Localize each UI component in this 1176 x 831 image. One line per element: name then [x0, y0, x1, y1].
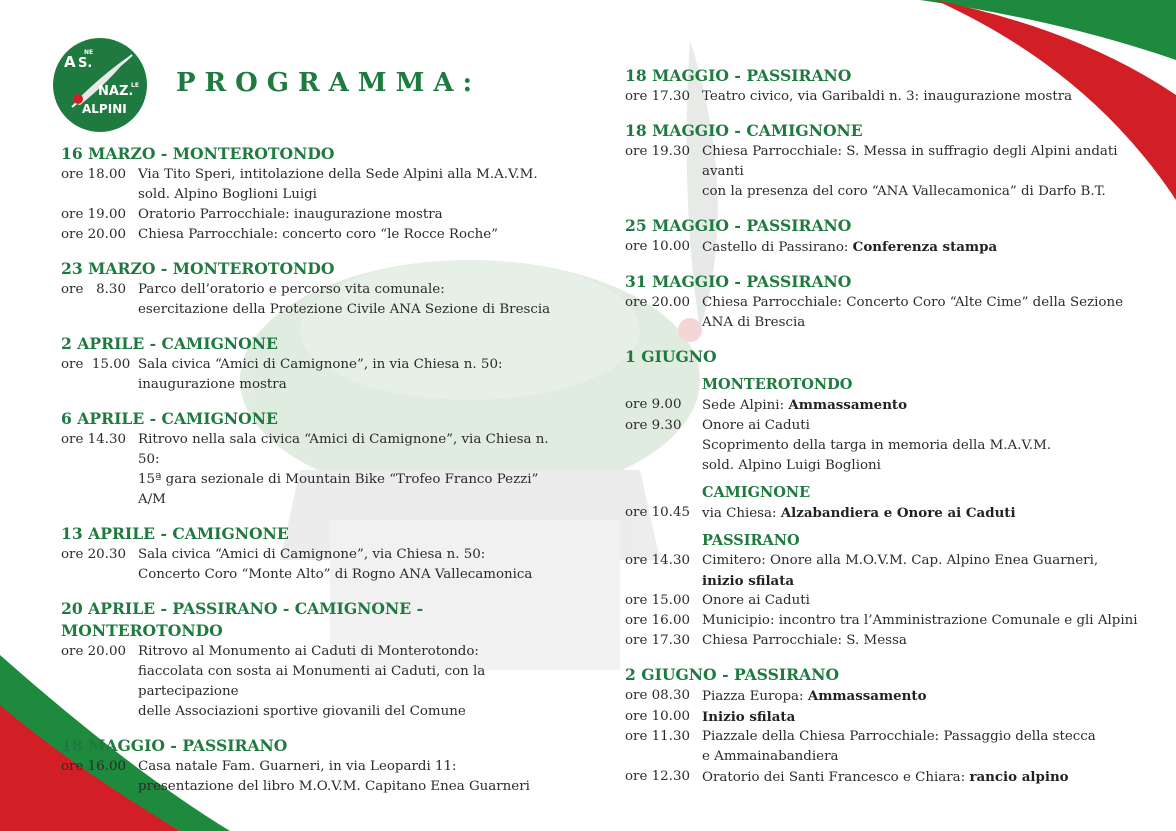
event-date-heading: 2 GIUGNO - PASSIRANO: [625, 665, 840, 684]
event-section: [61, 143, 561, 245]
event-description: Teatro civico, via Garibaldi n. 3: inaugurazione mostra: [702, 89, 1073, 104]
svg-text:NE: NE: [84, 49, 94, 56]
event-row: [61, 280, 561, 300]
event-time: ore 12.30: [625, 769, 690, 784]
event-section: [625, 65, 1145, 107]
event-time: ore 19.30: [625, 144, 690, 159]
event-section: [61, 333, 561, 395]
event-highlight: Conferenza stampa: [852, 239, 998, 255]
event-description: Scoprimento della targa in memoria della M.A.V.M.: [702, 438, 1052, 453]
event-row: [625, 551, 1145, 571]
event-row: [61, 430, 561, 470]
event-row: [625, 456, 1145, 476]
event-date-heading: 13 APRILE - CAMIGNONE: [61, 524, 289, 543]
event-date-heading: 20 APRILE - PASSIRANO - CAMIGNONE - MONTEROTONDO: [61, 599, 424, 640]
schedule-left-column: [61, 143, 561, 810]
event-description: Ritrovo nella sala civica “Amici di Camignone”, via Chiesa n. 50:: [138, 432, 549, 467]
event-time: ore 08.30: [625, 688, 690, 703]
event-description: e Ammainabandiera: [702, 749, 839, 764]
svg-text:ALPINI: ALPINI: [82, 102, 127, 116]
event-highlight: Ammassamento: [807, 688, 927, 704]
event-time: ore 20.30: [61, 547, 126, 562]
event-date-heading: 16 MARZO - MONTEROTONDO: [61, 144, 335, 163]
event-row: [625, 293, 1145, 313]
event-row: [625, 686, 1145, 707]
event-row: [625, 767, 1145, 788]
event-description: Casa natale Fam. Guarneri, in via Leopardi 11:: [138, 759, 457, 774]
svg-text:LE: LE: [131, 82, 139, 89]
event-date-heading: 1 GIUGNO: [625, 347, 717, 366]
event-row: [625, 395, 1145, 416]
event-row: [625, 727, 1145, 747]
event-highlight: Inizio sfilata: [702, 709, 796, 725]
event-row: [61, 185, 561, 205]
event-description: Chiesa Parrocchiale: S. Messa: [702, 633, 907, 648]
event-date-heading: 18 MAGGIO - PASSIRANO: [61, 736, 288, 755]
event-section: [61, 523, 561, 585]
event-row: [61, 642, 561, 662]
event-date-heading: 23 MARZO - MONTEROTONDO: [61, 259, 335, 278]
event-row: [61, 205, 561, 225]
event-description: delle Associazioni sportive giovanili del Comune: [138, 704, 466, 719]
event-description: Onore ai Caduti: [702, 418, 810, 433]
event-date-heading: 18 MAGGIO - PASSIRANO: [625, 66, 852, 85]
ana-logo: [52, 37, 148, 133]
event-time: ore 15.00: [625, 593, 690, 608]
event-description: sold. Alpino Boglioni Luigi: [138, 187, 317, 202]
event-section: [61, 598, 561, 722]
event-description: con la presenza del coro “ANA Vallecamonica” di Darfo B.T.: [702, 184, 1106, 199]
event-description: Parco dell’oratorio e percorso vita comunale:: [138, 282, 445, 297]
event-highlight: rancio alpino: [969, 769, 1069, 785]
event-row: [61, 165, 561, 185]
event-section: [625, 664, 1145, 788]
event-time: ore 9.00: [625, 397, 682, 412]
event-time: ore 19.00: [61, 207, 126, 222]
event-row: [61, 470, 561, 510]
event-description: Sala civica “Amici di Camignone”, in via Chiesa n. 50:: [138, 357, 503, 372]
event-description: Sede Alpini: Ammassamento: [702, 397, 908, 413]
event-row: [61, 375, 561, 395]
event-row: [625, 591, 1145, 611]
location-subheading: CAMIGNONE: [702, 484, 811, 501]
event-row: [61, 545, 561, 565]
event-description: Ritrovo al Monumento ai Caduti di Monterotondo:: [138, 644, 479, 659]
event-description: inaugurazione mostra: [138, 377, 287, 392]
event-row: [625, 707, 1145, 727]
event-date-heading: 31 MAGGIO - PASSIRANO: [625, 272, 852, 291]
event-description: Piazzale della Chiesa Parrocchiale: Passaggio della stecca: [702, 729, 1096, 744]
event-date-heading: 2 APRILE - CAMIGNONE: [61, 334, 278, 353]
event-time: ore 14.30: [61, 432, 126, 447]
event-time: ore 8.30: [61, 282, 126, 297]
event-highlight: Alzabandiera e Onore ai Caduti: [780, 505, 1016, 521]
event-description: Piazza Europa: Ammassamento: [702, 688, 927, 704]
event-description: Oratorio Parrocchiale: inaugurazione mostra: [138, 207, 443, 222]
event-description: 15ª gara sezionale di Mountain Bike “Trofeo Franco Pezzi” A/M: [138, 472, 539, 507]
event-description: Chiesa Parrocchiale: concerto coro “le Rocce Roche”: [138, 227, 498, 242]
event-description: fiaccolata con sosta ai Monumenti ai Caduti, con la partecipazione: [138, 664, 486, 699]
event-row: [625, 142, 1145, 182]
event-time: ore 14.30: [625, 553, 690, 568]
location-subheading: PASSIRANO: [702, 532, 800, 549]
event-section: [61, 408, 561, 510]
event-row: [625, 611, 1145, 631]
event-row: [625, 313, 1145, 333]
event-time: ore 10.00: [625, 239, 690, 254]
event-description: Municipio: incontro tra l’Amministrazione Comunale e gli Alpini: [702, 613, 1138, 628]
event-date-heading: 18 MAGGIO - CAMIGNONE: [625, 121, 863, 140]
event-description: Via Tito Speri, intitolazione della Sede Alpini alla M.A.V.M.: [138, 167, 538, 182]
event-description: sold. Alpino Luigi Boglioni: [702, 458, 881, 473]
event-row: [625, 503, 1145, 524]
svg-text:NAZ.: NAZ.: [98, 84, 134, 99]
event-row: [61, 300, 561, 320]
event-row: [625, 747, 1145, 767]
location-subheading: MONTEROTONDO: [702, 376, 853, 393]
event-row: [61, 757, 561, 777]
event-time: ore 20.00: [625, 295, 690, 310]
event-description: Chiesa Parrocchiale: S. Messa in suffragio degli Alpini andati avanti: [702, 144, 1118, 179]
svg-text:S.: S.: [78, 56, 93, 71]
event-time: ore 10.45: [625, 505, 690, 520]
event-section: [625, 346, 1145, 651]
event-row: [625, 87, 1145, 107]
event-description: Onore ai Caduti: [702, 593, 810, 608]
event-section: [625, 215, 1145, 258]
event-section: [625, 120, 1145, 202]
event-time: ore 16.00: [61, 759, 126, 774]
event-description: Concerto Coro “Monte Alto” di Rogno ANA Vallecamonica: [138, 567, 533, 582]
event-row: [61, 565, 561, 585]
event-description: Sala civica “Amici di Camignone”, via Chiesa n. 50:: [138, 547, 486, 562]
event-time: ore 20.00: [61, 644, 126, 659]
event-description: presentazione del libro M.O.V.M. Capitano Enea Guarneri: [138, 779, 530, 794]
event-row: [61, 662, 561, 702]
event-section: [61, 735, 561, 797]
event-time: ore 11.30: [625, 729, 690, 744]
event-description: via Chiesa: Alzabandiera e Onore ai Caduti: [702, 505, 1016, 521]
event-row: [61, 702, 561, 722]
event-description: esercitazione della Protezione Civile ANA Sezione di Brescia: [138, 302, 551, 317]
event-date-heading: 25 MAGGIO - PASSIRANO: [625, 216, 852, 235]
event-row: [625, 237, 1145, 258]
event-row: [625, 571, 1145, 591]
event-description: Chiesa Parrocchiale: Concerto Coro “Alte Cime” della Sezione: [702, 295, 1124, 310]
event-row: [61, 355, 561, 375]
event-section: [625, 271, 1145, 333]
event-time: ore 10.00: [625, 709, 690, 724]
page-title: PROGRAMMA:: [176, 68, 482, 98]
event-row: [625, 416, 1145, 436]
event-row: [61, 777, 561, 797]
event-section: [61, 258, 561, 320]
event-time: ore 15.00: [61, 357, 131, 372]
event-time: ore 20.00: [61, 227, 126, 242]
event-highlight: inizio sfilata: [702, 573, 795, 589]
event-time: ore 17.30: [625, 89, 690, 104]
event-description: Cimitero: Onore alla M.O.V.M. Cap. Alpino Enea Guarneri,: [702, 553, 1099, 568]
svg-text:A: A: [64, 53, 76, 71]
event-time: ore 18.00: [61, 167, 126, 182]
event-row: [625, 436, 1145, 456]
event-time: ore 16.00: [625, 613, 690, 628]
event-time: ore 17.30: [625, 633, 690, 648]
event-row: [61, 225, 561, 245]
event-description: Castello di Passirano: Conferenza stampa: [702, 239, 998, 255]
schedule-right-column: [625, 65, 1145, 801]
event-time: ore 9.30: [625, 418, 682, 433]
event-row: [625, 631, 1145, 651]
event-description: ANA di Brescia: [702, 315, 806, 330]
event-date-heading: 6 APRILE - CAMIGNONE: [61, 409, 278, 428]
event-description: Oratorio dei Santi Francesco e Chiara: rancio alpino: [702, 769, 1069, 785]
event-highlight: Ammassamento: [788, 397, 908, 413]
event-row: [625, 182, 1145, 202]
